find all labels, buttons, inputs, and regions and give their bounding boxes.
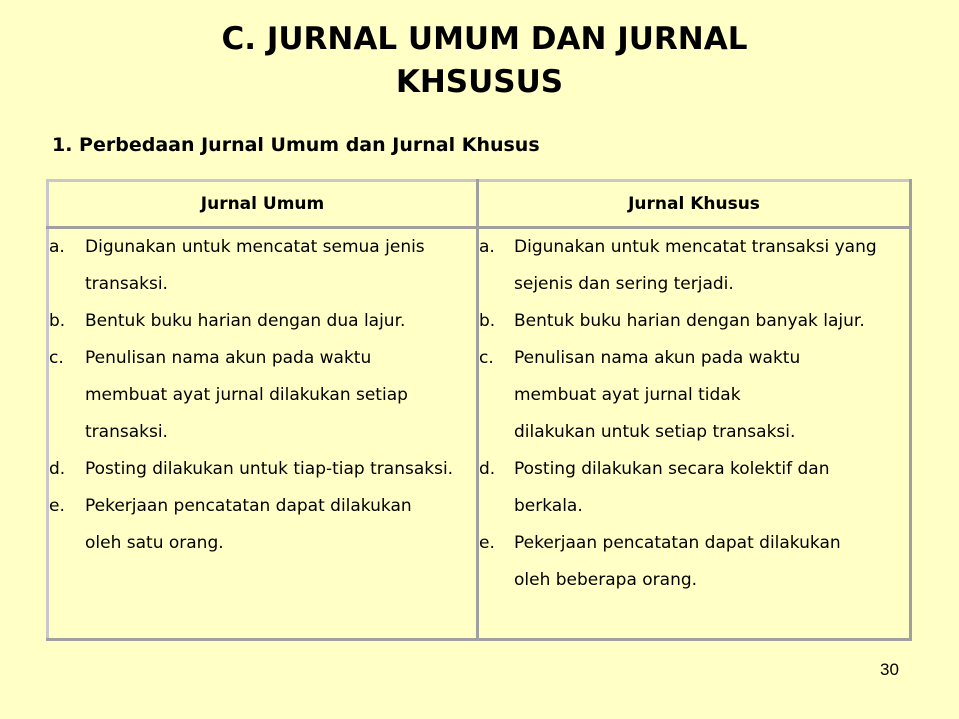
list-text: Bentuk buku harian dengan banyak lajur. xyxy=(514,311,865,331)
list-text: Bentuk buku harian dengan dua lajur. xyxy=(85,311,406,331)
jurnal-umum-cell xyxy=(48,228,478,640)
list-text: Posting dilakukan secara kolektif dan berkala. xyxy=(514,459,830,516)
list-text: Penulisan nama akun pada waktu membuat ayat jurnal tidak dilakukan untuk setiap transaksi. xyxy=(514,348,801,442)
list-marker: a. xyxy=(49,237,65,257)
list-item xyxy=(49,229,444,303)
list-item xyxy=(479,340,819,451)
list-item xyxy=(49,488,434,562)
list-item xyxy=(49,340,427,451)
list-text: Penulisan nama akun pada waktu membuat ayat jurnal dilakukan setiap transaksi. xyxy=(85,348,408,442)
slide-title-line-2: KHSUSUS xyxy=(395,64,564,100)
list-text: Pekerjaan pencatatan dapat dilakukan oleh satu orang. xyxy=(85,496,412,553)
table-body-row xyxy=(48,228,911,640)
list-item xyxy=(479,525,859,599)
list-item xyxy=(479,451,859,525)
slide-title-line-1: C. JURNAL UMUM DAN JURNAL xyxy=(221,21,748,57)
jurnal-umum-list xyxy=(49,229,476,562)
list-marker: c. xyxy=(49,348,64,368)
list-marker: b. xyxy=(49,311,66,331)
list-marker: c. xyxy=(479,348,494,368)
jurnal-khusus-cell xyxy=(478,228,911,640)
list-text: Digunakan untuk mencatat transaksi yang sejenis dan sering terjadi. xyxy=(514,237,877,294)
header-jurnal-umum: Jurnal Umum xyxy=(48,181,478,228)
jurnal-khusus-list xyxy=(479,229,909,599)
header-jurnal-khusus: Jurnal Khusus xyxy=(478,181,911,228)
list-marker: b. xyxy=(479,311,496,331)
list-marker: d. xyxy=(479,459,496,479)
page-number: 30 xyxy=(880,660,899,679)
list-item xyxy=(479,303,909,340)
list-marker: e. xyxy=(479,533,495,553)
list-text: Pekerjaan pencatatan dapat dilakukan oleh beberapa orang. xyxy=(514,533,841,590)
list-text: Digunakan untuk mencatat semua jenis transaksi. xyxy=(85,237,425,294)
list-marker: e. xyxy=(49,496,65,516)
list-marker: d. xyxy=(49,459,66,479)
list-item xyxy=(479,229,909,303)
slide-title xyxy=(0,18,959,104)
section-heading: 1. Perbedaan Jurnal Umum dan Jurnal Khusus xyxy=(52,134,540,156)
list-marker: a. xyxy=(479,237,495,257)
list-item xyxy=(49,451,476,488)
comparison-table xyxy=(46,179,912,641)
list-text: Posting dilakukan untuk tiap-tiap transaksi. xyxy=(85,459,454,479)
table-header-row xyxy=(48,181,911,228)
list-item xyxy=(49,303,476,340)
